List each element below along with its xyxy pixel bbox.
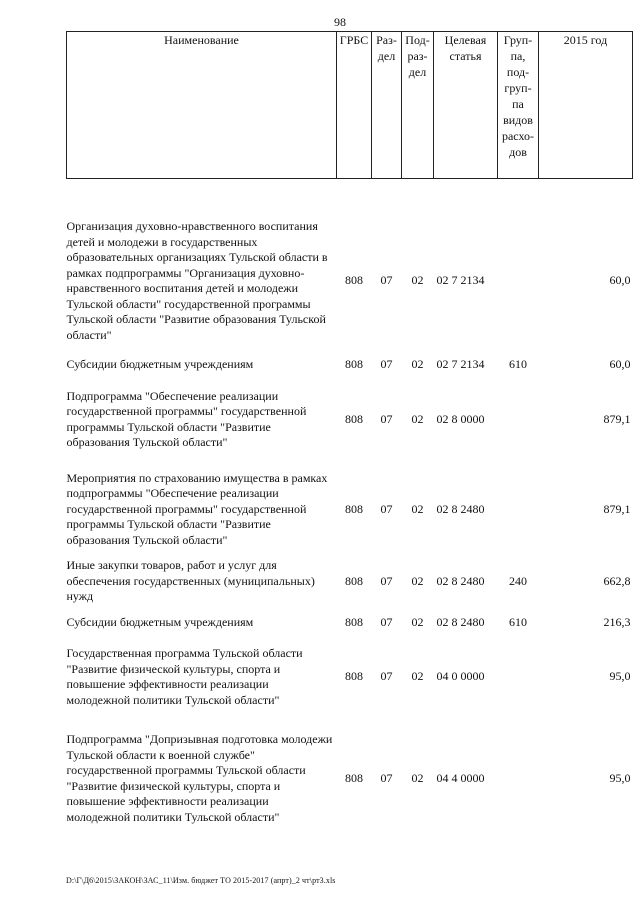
cell-target: 04 4 0000 — [436, 770, 485, 785]
cell-group: 610 — [509, 357, 527, 371]
cell-razdel: 07 — [380, 770, 393, 785]
table-row — [67, 646, 633, 708]
cell-group: 240 — [509, 573, 527, 588]
cell-name: Организация духовно-нравственного воспитания детей и молодежи в государственных образовательных организациях Тульской области в рамках подпрограммы "Организация духовно-нравственного воспитания детей и молодежи Тульской области" государственной программы Тульской области "Развитие образования Тульской области" — [66, 219, 328, 342]
cell-grbs: 808 — [345, 770, 363, 785]
cell-name: Иные закупки товаров, работ и услуг для обеспечения государственных (муниципальных) нужд — [66, 558, 315, 603]
table-body — [67, 179, 633, 826]
row-spacer-cell — [67, 548, 633, 558]
cell-group — [498, 471, 539, 549]
header-grbs: ГРБС — [337, 32, 372, 179]
row-spacer-cell — [67, 630, 633, 646]
row-spacer — [67, 708, 633, 732]
cell-sum: 216,3 — [603, 614, 631, 629]
table-row — [67, 471, 633, 549]
cell-target: 02 7 2134 — [436, 273, 485, 288]
row-spacer — [67, 451, 633, 471]
page-number: 98 — [334, 15, 346, 29]
cell-grbs: 808 — [345, 411, 363, 426]
header-podrazdel: Под- раз- дел — [402, 32, 434, 179]
row-spacer-cell — [67, 373, 633, 389]
cell-podrazdel: 02 — [411, 273, 424, 288]
row-spacer — [67, 179, 633, 220]
cell-name: Субсидии бюджетным учреждениям — [66, 614, 254, 629]
cell-sum: 879,1 — [603, 411, 631, 426]
row-spacer — [67, 548, 633, 558]
cell-razdel: 07 — [380, 501, 393, 516]
header-group: Груп- па, под- груп- па видов расхо- дов — [498, 32, 539, 179]
header-target: Целевая статья — [434, 32, 498, 179]
cell-name: Государственная программа Тульской области "Развитие физической культуры, спорта и повышение эффективности реализации молодежной политики Тульской области" — [66, 646, 303, 707]
row-spacer — [67, 343, 633, 357]
cell-group — [498, 646, 539, 708]
cell-name: Подпрограмма "Допризывная подготовка молодежи Тульской области к военной службе" государственной программы Тульской области "Развитие физической культуры, спорта и повышение эффективности реализации молодежной политики Тульской области" — [66, 732, 333, 824]
row-spacer — [67, 630, 633, 646]
cell-podrazdel: 02 — [411, 357, 424, 371]
table-row — [67, 615, 633, 631]
cell-sum: 60,0 — [609, 273, 631, 288]
cell-podrazdel: 02 — [411, 573, 424, 588]
cell-podrazdel: 02 — [411, 669, 424, 684]
cell-group — [498, 732, 539, 825]
cell-sum: 662,8 — [603, 573, 631, 588]
cell-name: Мероприятия по страхованию имущества в рамках подпрограммы "Обеспечение реализации государственной программы" государственной программы Тульской области "Развитие образования Тульской области" — [66, 470, 328, 547]
table-row — [67, 357, 633, 373]
cell-podrazdel: 02 — [411, 770, 424, 785]
cell-target: 02 8 2480 — [436, 573, 485, 588]
cell-razdel: 07 — [380, 573, 393, 588]
cell-name: Подпрограмма "Обеспечение реализации государственной программы" государственной программы Тульской области "Развитие образования Тульской области" — [66, 388, 307, 449]
cell-grbs: 808 — [345, 573, 363, 588]
table-header-row — [67, 32, 633, 179]
cell-podrazdel: 02 — [411, 614, 424, 629]
cell-podrazdel: 02 — [411, 501, 424, 516]
row-spacer-cell — [67, 343, 633, 357]
table-row — [67, 558, 633, 605]
cell-sum: 95,0 — [609, 770, 631, 785]
row-spacer-cell — [67, 451, 633, 471]
cell-target: 04 0 0000 — [436, 669, 485, 684]
cell-target: 02 8 2480 — [436, 501, 485, 516]
cell-razdel: 07 — [380, 273, 393, 288]
header-razdel: Раз- дел — [372, 32, 402, 179]
header-year: 2015 год — [539, 32, 633, 179]
cell-podrazdel: 02 — [411, 411, 424, 426]
cell-target: 02 8 0000 — [436, 411, 485, 426]
table-row — [67, 389, 633, 451]
cell-sum: 95,0 — [609, 669, 631, 684]
table-row — [67, 219, 633, 343]
cell-razdel: 07 — [380, 357, 393, 371]
budget-table — [66, 31, 633, 825]
cell-grbs: 808 — [345, 501, 363, 516]
cell-target: 02 8 2480 — [436, 614, 485, 629]
cell-group — [498, 389, 539, 451]
cell-group: 610 — [509, 614, 527, 629]
row-spacer — [67, 605, 633, 615]
row-spacer-cell — [67, 605, 633, 615]
cell-razdel: 07 — [380, 669, 393, 684]
table-row — [67, 732, 633, 825]
cell-grbs: 808 — [345, 273, 363, 288]
cell-grbs: 808 — [345, 669, 363, 684]
row-spacer — [67, 373, 633, 389]
cell-grbs: 808 — [345, 614, 363, 629]
cell-grbs: 808 — [345, 357, 363, 371]
cell-sum: 879,1 — [603, 501, 631, 516]
cell-group — [498, 219, 539, 343]
cell-razdel: 07 — [380, 411, 393, 426]
row-spacer-cell — [67, 179, 633, 220]
budget-table-sheet — [66, 31, 632, 825]
file-path-footer: D:\Г\Д6\2015\ЗАКОН\ЗАС_11\Изм. бюджет ТО 2015-2017 (апрт)_2 чт\рт3.xls — [66, 876, 336, 885]
cell-razdel: 07 — [380, 614, 393, 629]
cell-target: 02 7 2134 — [436, 357, 485, 371]
row-spacer-cell — [67, 708, 633, 732]
header-name: Наименование — [67, 32, 337, 179]
cell-name: Субсидии бюджетным учреждениям — [66, 357, 254, 371]
cell-sum: 60,0 — [609, 357, 631, 371]
